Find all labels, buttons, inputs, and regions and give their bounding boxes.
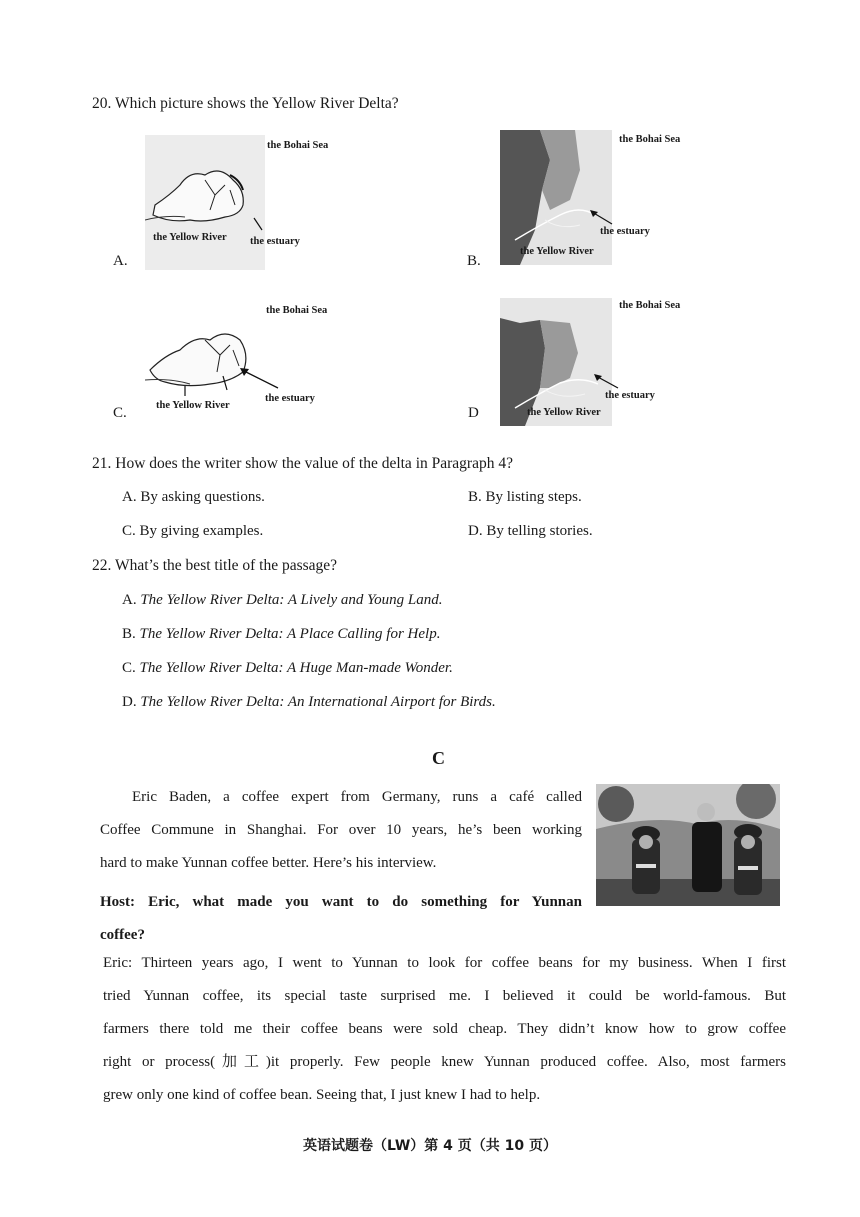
map-d-river-label: the Yellow River (527, 407, 601, 418)
q22-option-d[interactable] (122, 694, 496, 711)
q22-option-a-title: The Yellow River Delta: A Lively and Young Land. (140, 592, 443, 608)
section-c-intro (100, 781, 582, 880)
host-question-line-1: Host: Eric, what made you want to do something for Yunnan (100, 894, 582, 910)
question-20: 20. Which picture shows the Yellow River Delta? (92, 95, 399, 112)
map-a-drawing (145, 135, 265, 270)
map-d-pointer (592, 372, 622, 392)
map-d-estuary-label: the estuary (605, 390, 655, 401)
q22-option-d-letter: D. (122, 694, 137, 710)
answer-line-3: farmers there told me their coffee beans were sold cheap. They didn’t know how to grow coffee (103, 1021, 786, 1037)
photo-drawing (596, 784, 780, 906)
map-b-sea-label: the Bohai Sea (619, 134, 681, 145)
map-b-pointer (588, 208, 618, 228)
answer-line-5: grew only one kind of coffee bean. Seeing that, I just knew I had to help. (103, 1087, 541, 1103)
q22-option-b-title: The Yellow River Delta: A Place Calling for Help. (139, 626, 441, 642)
map-a-estuary-label: the estuary (250, 236, 300, 247)
map-c-estuary-label: the estuary (265, 393, 315, 404)
map-b-river-label: the Yellow River (520, 246, 594, 257)
section-c-heading: C (432, 748, 445, 768)
host-question-line-2: coffee? (100, 927, 145, 943)
question-22: 22. What’s the best title of the passage? (92, 557, 338, 574)
map-b-estuary-label: the estuary (600, 226, 650, 237)
q22-option-c[interactable] (122, 660, 453, 677)
map-b-drawing (500, 130, 612, 265)
map-d-letter: D (468, 405, 479, 421)
map-d-sea-label: the Bohai Sea (619, 300, 681, 311)
map-a-sea-label: the Bohai Sea (267, 140, 329, 151)
map-a-pointer (250, 216, 270, 236)
eric-answer (103, 947, 786, 1112)
q21-option-c[interactable]: C. By giving examples. (122, 523, 264, 539)
map-a-river-label: the Yellow River (153, 232, 227, 243)
intro-line-3: hard to make Yunnan coffee better. Here’s his interview. (100, 855, 437, 871)
map-a-letter: A. (113, 253, 128, 269)
map-a (145, 135, 265, 270)
map-b-letter: B. (467, 253, 481, 269)
map-b (500, 130, 612, 265)
intro-line-1: Eric Baden, a coffee expert from Germany, runs a café called (132, 789, 582, 805)
q22-option-d-title: The Yellow River Delta: An International Airport for Birds. (140, 694, 496, 710)
q22-option-c-title: The Yellow River Delta: A Huge Man-made Wonder. (139, 660, 453, 676)
interview-photo (596, 784, 780, 906)
q22-option-a-letter: A. (122, 592, 137, 608)
question-21: 21. How does the writer show the value of the delta in Paragraph 4? (92, 455, 513, 472)
map-c-pointer (238, 366, 282, 392)
answer-line-2: tried Yunnan coffee, its special taste surprised me. I believed it could be world-famous. But (103, 988, 786, 1004)
q21-option-a[interactable]: A. By asking questions. (122, 489, 265, 505)
map-c-letter: C. (113, 405, 127, 421)
host-question (100, 886, 582, 952)
map-c-sea-label: the Bohai Sea (266, 305, 328, 316)
answer-line-1: Eric: Thirteen years ago, I went to Yunnan to look for coffee beans for my business. When I first (103, 955, 786, 971)
map-c-river-label: the Yellow River (156, 400, 230, 411)
q22-option-b-letter: B. (122, 626, 136, 642)
page-footer: 英语试题卷（LW）第 4 页（共 10 页） (303, 1138, 557, 1154)
q22-option-c-letter: C. (122, 660, 136, 676)
intro-line-2: Coffee Commune in Shanghai. For over 10 years, he’s been working (100, 822, 582, 838)
q21-option-b[interactable]: B. By listing steps. (468, 489, 582, 505)
q22-option-b[interactable] (122, 626, 440, 643)
q21-option-d[interactable]: D. By telling stories. (468, 523, 593, 539)
answer-line-4: right or process(加工)it properly. Few people knew Yunnan produced coffee. Also, most farmers (103, 1054, 786, 1070)
q22-option-a[interactable] (122, 592, 442, 609)
